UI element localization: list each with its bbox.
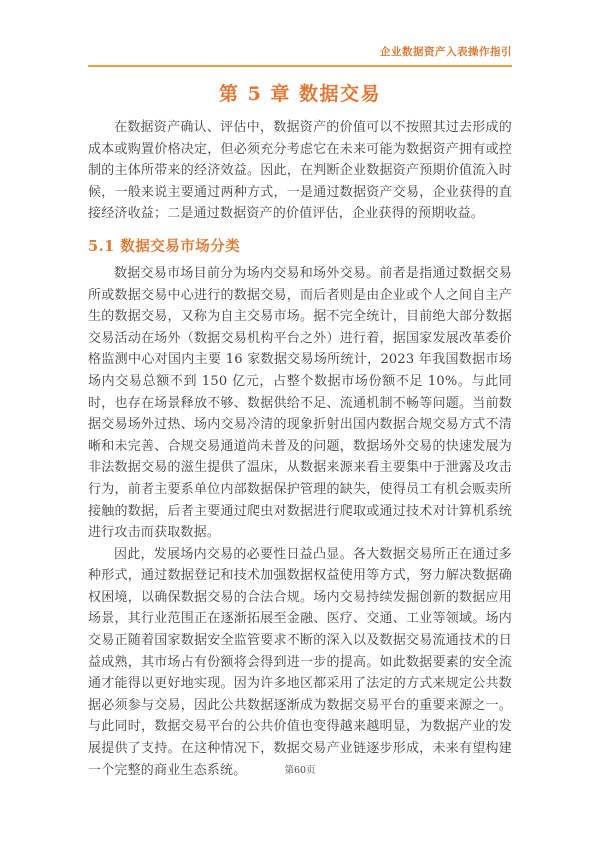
chapter-title: 第 5 章 数据交易 [218, 83, 382, 105]
paragraph-market-classification: 数据交易市场目前分为场内交易和场外交易。前者是指通过数据交易所或数据交易中心进行的数据交易，而后者则是由企业或个人之间自主产生的数据交易，又称为自主交易市场。据不完全统计，目前绝大部分数据交易活动在场外（数据交易机构平台之外）进行着，据国家发展改革委价格监测中心对国内主要 16 家数据交易场所统计，2023 年我国数据市场场内交易总额不到 150 亿元，占整个数据市场份额不足 10%。与此同时，也存在场景释放不够、数据供给不足、流通机制不畅等问题。当前数据交易场外过热、场内交易冷清的现象折射出国内数据合规交易方式不清晰和未完善、合规交易通道尚未普及的问题，数据场外交易的快速发展为非法数据交易的滋生提供了温床，从数据来源来看主要集中于泄露及攻击行为，前者主要系单位内部数据保护管理的缺失，使得员工有机会贩卖所接触的数据，后者主要通过爬虫对数据进行爬取或通过技术对计算机系统进行攻击而获取数据。 [88, 265, 512, 541]
paragraph-onsite-trading: 因此，发展场内交易的必要性日益凸显。各大数据交易所正在通过多种形式，通过数据登记和技术加强数据权益使用等方式，努力解决数据确权困境，以确保数据交易的合法合规。场内交易持续发掘创新的数据应用场景，其行业范围正在逐渐拓展至金融、医疗、交通、工业等领域。场内交易正随着国家数据安全监管要求不断的深入以及数据交易流通技术的日益成熟，其市场占有份额将会得到进一步的提高。如此数据要素的安全流通才能得以更好地实现。因为许多地区都采用了法定的方式来规定公共数据必须参与交易，因此公共数据逐渐成为数据交易平台的重要来源之一。与此同时，数据交易平台的公共价值也变得越来越明显，为数据产业的发展提供了支持。在这种情况下，数据交易产业链逐步形成，未来有望构建一个完整的商业生态系统。 [88, 546, 512, 778]
page-number: 第60页 [284, 765, 316, 776]
page-header [88, 44, 512, 67]
section-heading-5-1: 5.1 数据交易市场分类 [88, 237, 241, 255]
header-title: 企业数据资产入表操作指引 [380, 46, 512, 58]
page-footer [0, 762, 600, 776]
paragraph-intro: 在数据资产确认、评估中，数据资产的价值可以不按照其过去形成的成本或购置价格决定，但必须充分考虑它在未来可能为数据资产拥有或控制的主体所带来的经济效益。因此，在判断企业数据资产预期价值流入时候，一般来说主要通过两种方式，一是通过数据资产交易，企业获得的直接经济收益；二是通过数据资产的价值评估，企业获得的预期收益。 [88, 120, 512, 222]
